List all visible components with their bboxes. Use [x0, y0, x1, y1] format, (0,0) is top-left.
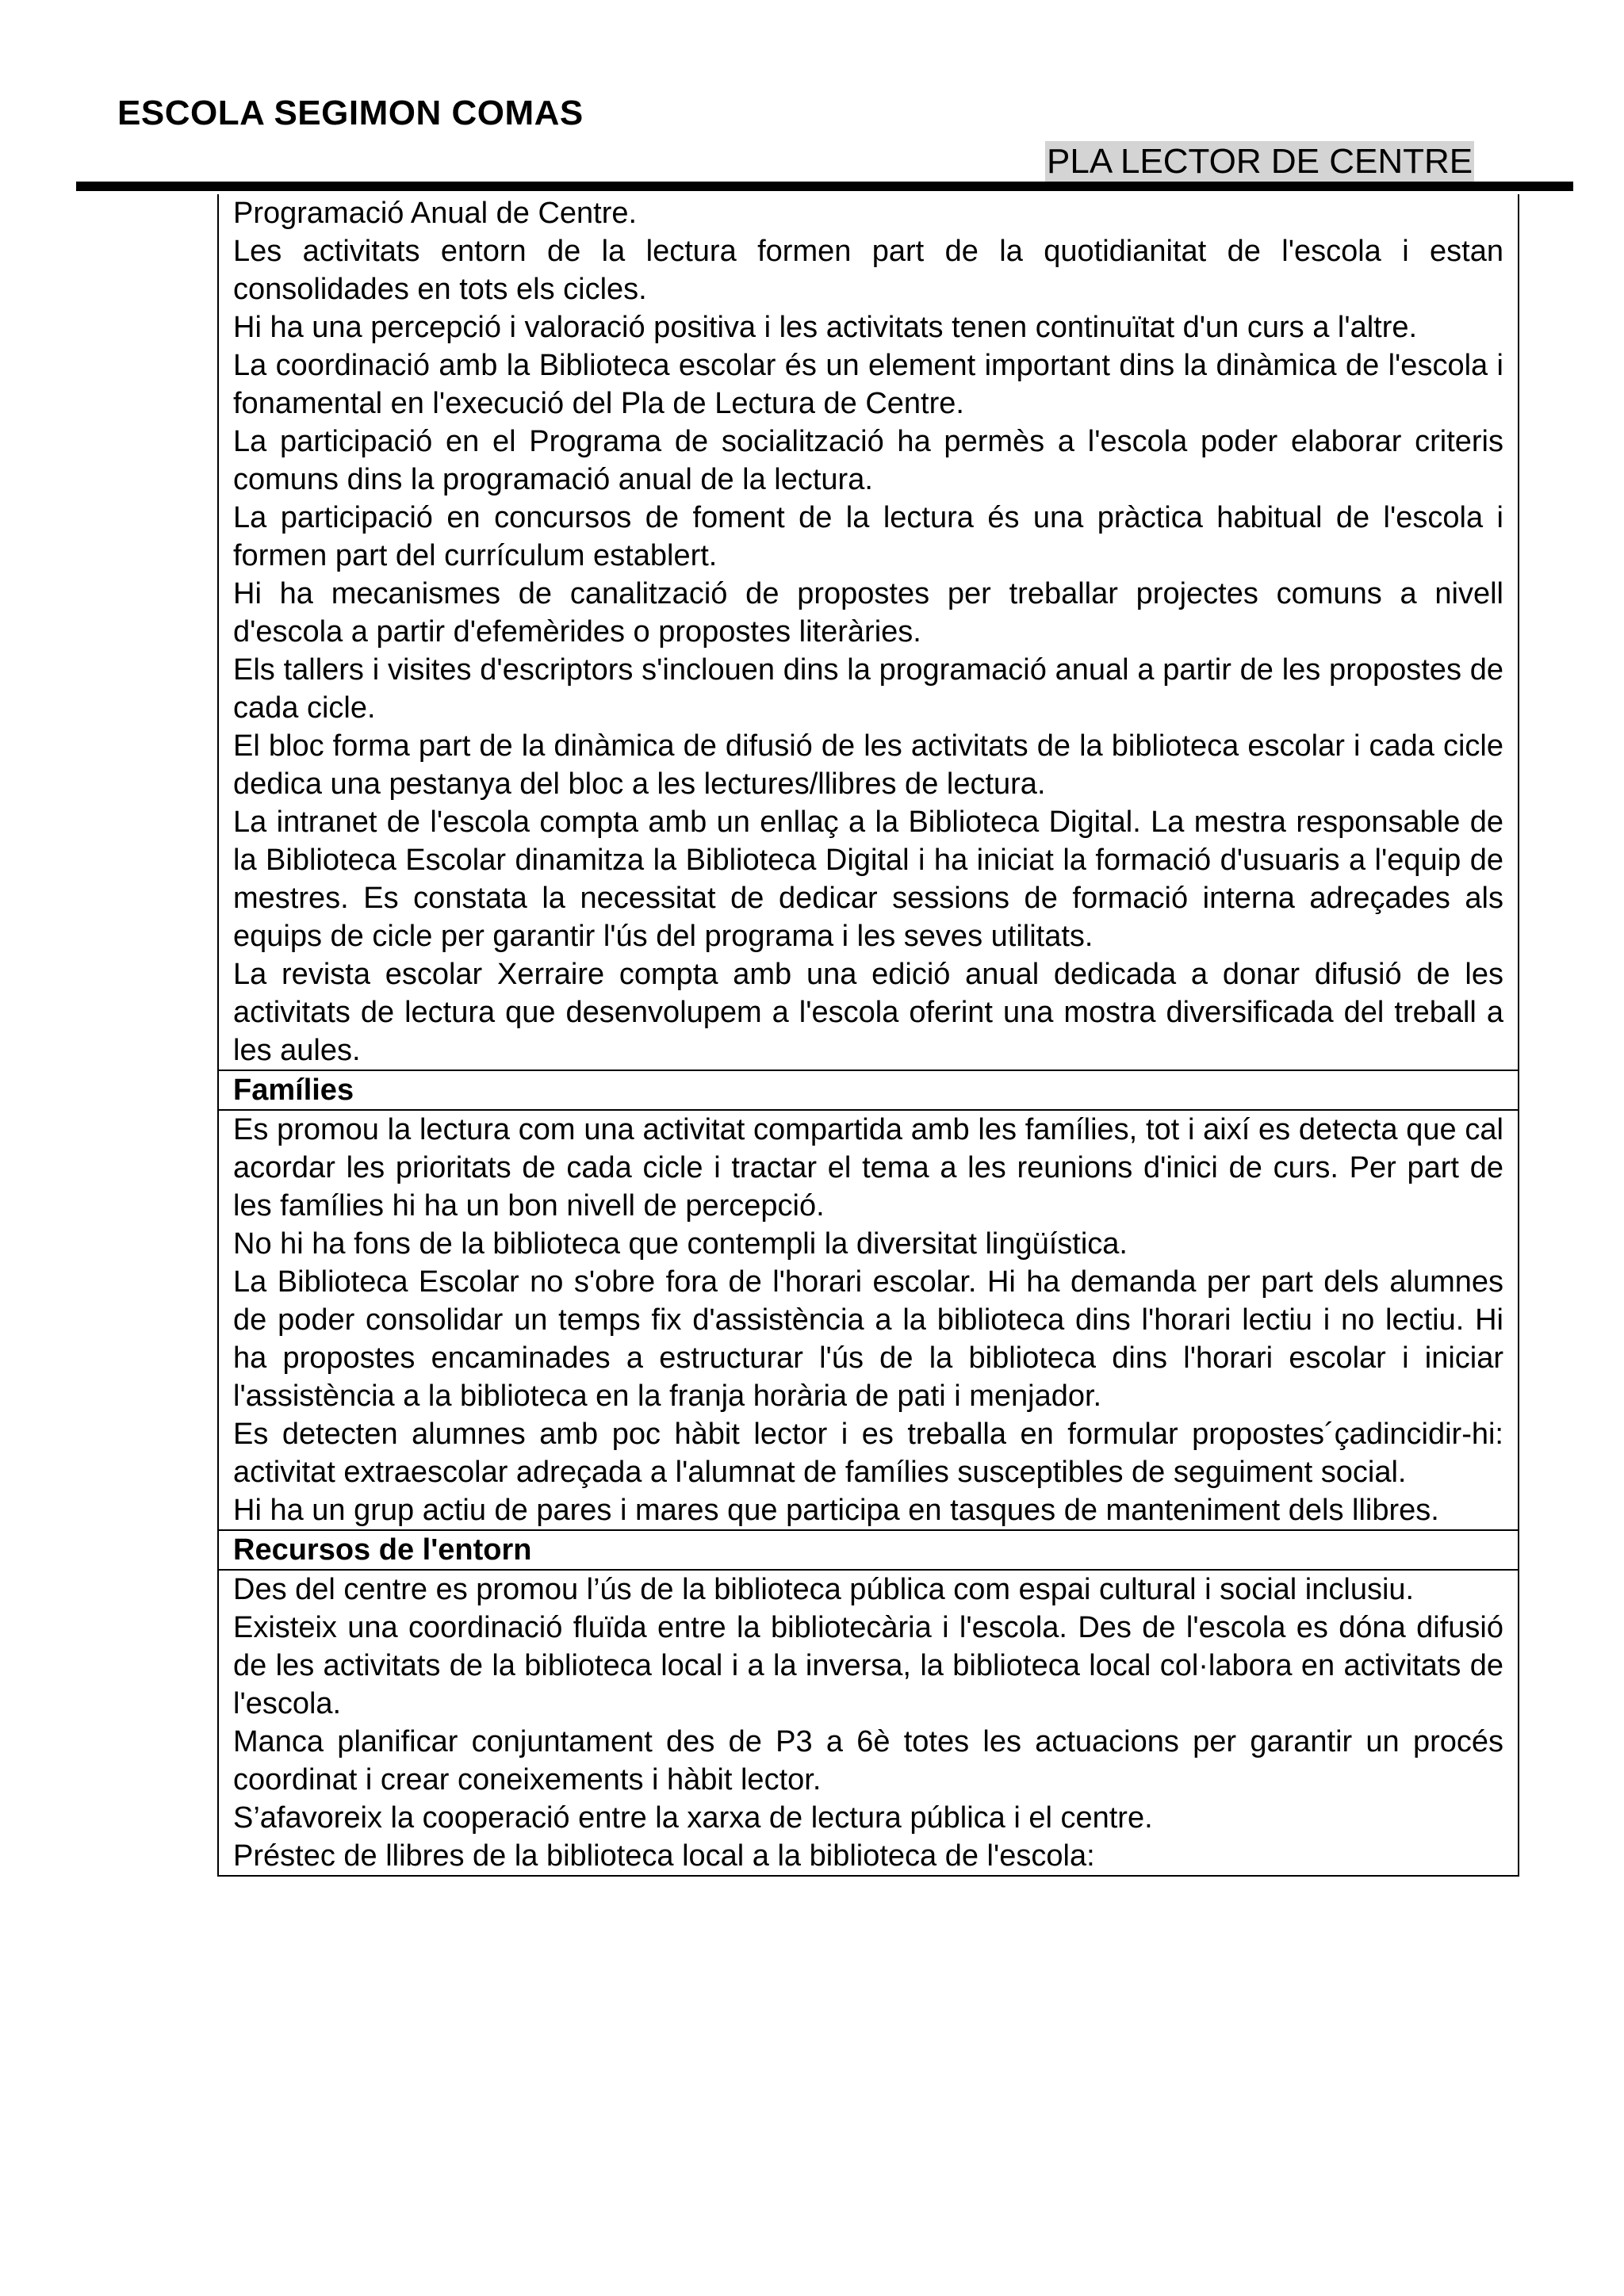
- resources-section: [219, 1569, 1518, 1875]
- header-rule: [76, 182, 1573, 191]
- paragraph: No hi ha fons de la biblioteca que contempli la diversitat lingüística.: [233, 1227, 1128, 1261]
- paragraph: Manca planificar conjuntament des de P3 a 6è totes les actuacions per garantir un procés coordinat i crear coneixements i hàbit lector.: [233, 1725, 1503, 1797]
- paragraph: Existeix una coordinació fluïda entre la bibliotecària i l'escola. Des de l'escola es dóna difusió de les activitats de la biblioteca local i a la inversa, la biblioteca local col·labora en activitats de l'escola.: [233, 1611, 1503, 1720]
- paragraph: Hi ha una percepció i valoració positiva i les activitats tenen continuïtat d'un curs a l'altre.: [233, 311, 1418, 344]
- paragraph: La participació en concursos de foment de la lectura és una pràctica habitual de l'escola i formen part del currículum establert.: [233, 501, 1503, 572]
- paragraph: Els tallers i visites d'escriptors s'inclouen dins la programació anual a partir de les propostes de cada cicle.: [233, 653, 1503, 725]
- paragraph: Es detecten alumnes amb poc hàbit lector i es treballa en formular propostes´çadincidir-hi: activitat extraescolar adreçada a l'alumnat de famílies susceptibles de seguiment social.: [233, 1418, 1503, 1489]
- paragraph: La coordinació amb la Biblioteca escolar és un element important dins la dinàmica de l'escola i fonamental en l'execució del Pla de Lectura de Centre.: [233, 349, 1503, 420]
- paragraph: Les activitats entorn de la lectura formen part de la quotidianitat de l'escola i estan consolidades en tots els cicles.: [233, 235, 1503, 306]
- paragraph: Hi ha un grup actiu de pares i mares que participa en tasques de manteniment dels llibres.: [233, 1494, 1439, 1527]
- paragraph: Des del centre es promou l’ús de la biblioteca pública com espai cultural i social inclusiu.: [233, 1573, 1415, 1606]
- content-table: [217, 194, 1519, 1877]
- paragraph: La Biblioteca Escolar no s'obre fora de l'horari escolar. Hi ha demanda per part dels alumnes de poder consolidar un temps fix d'assistència a la biblioteca dins l'horari lectiu i no lectiu. Hi ha propostes encaminades a estructurar l'ús de la biblioteca dins l'horari escolar i iniciar l'assistència a la biblioteca en la franja horària de pati i menjador.: [233, 1265, 1503, 1413]
- document-title: PLA LECTOR DE CENTRE: [1047, 142, 1473, 181]
- paragraph: Programació Anual de Centre.: [233, 197, 638, 230]
- paragraph: El bloc forma part de la dinàmica de difusió de les activitats de la biblioteca escolar i cada cicle dedica una pestanya del bloc a les lectures/llibres de lectura.: [233, 729, 1503, 801]
- section-heading-families: Famílies: [219, 1070, 1518, 1109]
- families-section: [219, 1109, 1518, 1529]
- paragraph: Es promou la lectura com una activitat compartida amb les famílies, tot i així es detecta que cal acordar les prioritats de cada cicle i tractar el tema a les reunions d'inici de curs. Per part de les famílies hi ha un bon nivell de percepció.: [233, 1113, 1503, 1223]
- section-heading-resources: Recursos de l'entorn: [219, 1529, 1518, 1569]
- paragraph: La intranet de l'escola compta amb un enllaç a la Biblioteca Digital. La mestra responsable de la Biblioteca Escolar dinamitza la Biblioteca Digital i ha iniciat la formació d'usuaris a l'equip de mestres. Es constata la necessitat de dedicar sessions de formació interna adreçades als equips de cicle per garantir l'ús del programa i les seves utilitats.: [233, 806, 1503, 953]
- paragraph: Hi ha mecanismes de canalització de propostes per treballar projectes comuns a nivell d'escola a partir d'efemèrides o propostes literàries.: [233, 577, 1503, 649]
- paragraph: S’afavoreix la cooperació entre la xarxa de lectura pública i el centre.: [233, 1801, 1153, 1835]
- paragraph: La participació en el Programa de socialització ha permès a l'escola poder elaborar criteris comuns dins la programació anual de la lectura.: [233, 425, 1503, 496]
- paragraph: Préstec de llibres de la biblioteca local a la biblioteca de l'escola:: [233, 1839, 1095, 1873]
- paragraph: La revista escolar Xerraire compta amb una edició anual dedicada a donar difusió de les activitats de lectura que desenvolupem a l'escola oferint una mostra diversificada del treball a les aules.: [233, 958, 1503, 1067]
- school-name: ESCOLA SEGIMON COMAS: [117, 94, 584, 132]
- intro-section: [219, 194, 1518, 1070]
